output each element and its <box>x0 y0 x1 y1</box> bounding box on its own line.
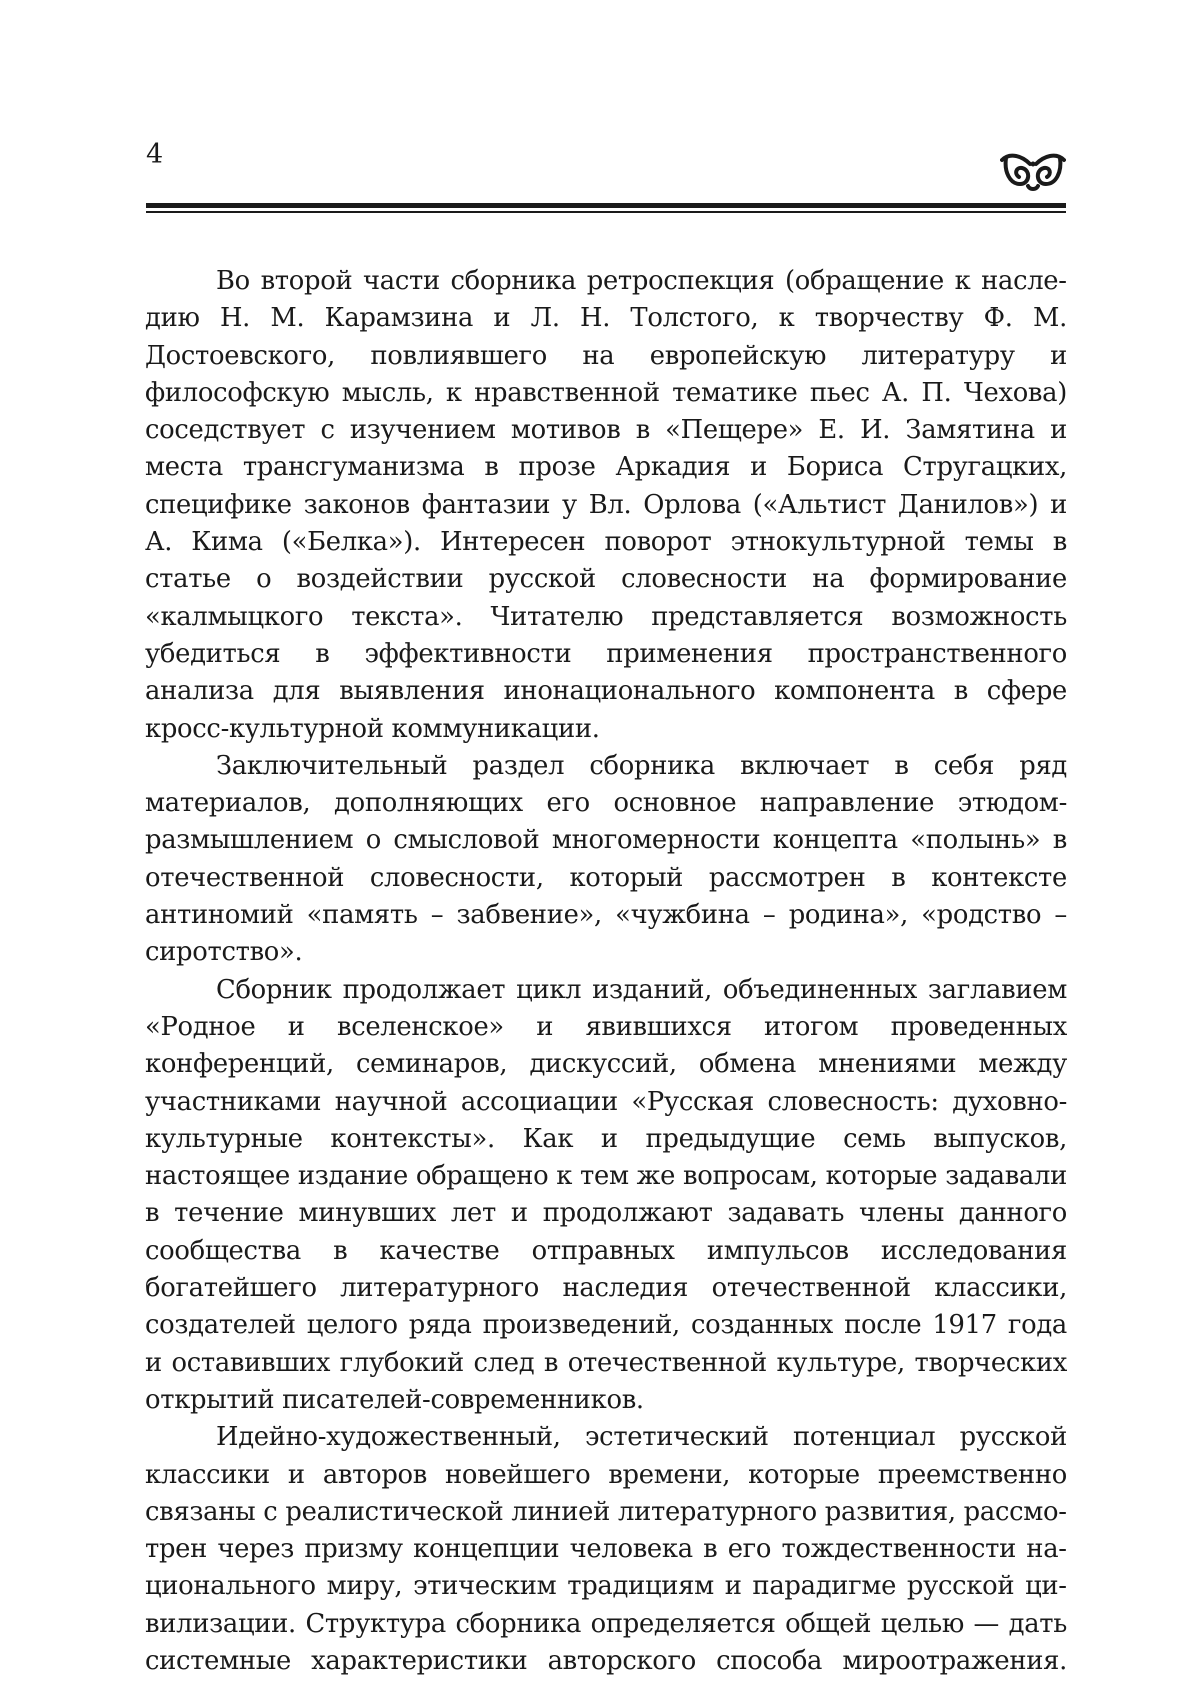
header-rule-thick <box>146 203 1066 208</box>
paragraph: Во второй части сборника ретроспекция (обращение к наследию Н. М. Карамзина и Л. Н. Толстого, к творчеству Ф. М. Достоевского, повлиявшего на европейскую литературу и философскую мысль, к нравственной тематике пьес А. П. Чехова) соседствует с изучением мотивов в «Пещере» Е. И. Замятина и места трансгуманизма в прозе Аркадия и Бориса Стругацких, специфике законов фантазии у Вл. Орлова («Альтист Данилов») и А. Кима («Белка»). Интересен поворот этнокультурной темы в статье о воздействии русской словесности на формирование «калмыцкого текста». Читателю представляется возможность убедиться в эффективности применения пространственного анализа для выявления инонационального компонента в сфере кросс-культурной коммуникации. <box>145 266 1067 744</box>
page-number: 4 <box>146 139 164 170</box>
paragraph: Заключительный раздел сборника включает в себя ряд материалов, дополняющих его основное направление этюдом-размышлением о смысловой многомерности концепта «полынь» в отечественной словесности, который рассмотрен в контексте антиномий «память – забвение», «чужбина – родина», «родство – сиротство». <box>145 750 1067 968</box>
paragraph: Идейно-художественный, эстетический потенциал русской классики и авторов новейшего времени, которые преемственно связаны с реалистической линией литературного развития, рассмотрен через призму концепции человека в его тождественности национального миру, этическим традициям и парадигме русской цивилизации. Структура сборника определяется общей целью — дать системные характеристики авторского способа мироотражения. <box>145 1422 1067 1676</box>
paragraph: Сборник продолжает цикл изданий, объединенных заглавием «Родное и вселенское» и явившихся итогом проведенных конференций, семинаров, дискуссий, обмена мнениями между участниками научной ассоциации «Русская словесность: духовно-культурные контексты». Как и предыдущие семь выпусков, настоящее издание обращено к тем же вопросам, которые задавали в течение минувших лет и продолжают задавать члены данного сообщества в качестве отправных импульсов исследования богатейшего литературного наследия отечественной классики, создателей целого ряда произведений, созданных после 1917 года и оставивших глубокий след в отечественной культуре, творческих открытий писателей-современников. <box>145 974 1067 1415</box>
body-text <box>145 263 1067 1680</box>
header-rule-thin <box>146 211 1066 213</box>
floral-ornament-icon <box>1000 148 1066 194</box>
